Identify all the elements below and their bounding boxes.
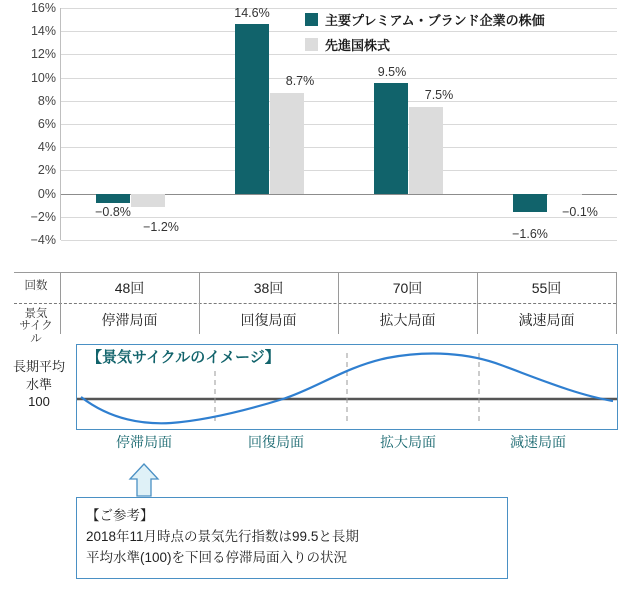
bar-value-label: 14.6% bbox=[234, 6, 270, 20]
bar-secondary[interactable] bbox=[548, 194, 582, 195]
y-tick-label: −4% bbox=[30, 233, 56, 247]
bar-primary[interactable] bbox=[513, 194, 547, 213]
callout-box bbox=[76, 497, 508, 579]
bar-value-label: 9.5% bbox=[377, 65, 407, 79]
bar-secondary[interactable] bbox=[270, 93, 304, 194]
cycle-phase-label: 拡大局面 bbox=[380, 434, 436, 450]
row-label-cycle-1: 景気 bbox=[24, 308, 48, 320]
y-tick-label: 16% bbox=[30, 1, 56, 15]
cycle-phase-label: 回復局面 bbox=[248, 434, 304, 450]
legend-label: 主要プレミアム・ブランド企業の株価 bbox=[325, 13, 545, 28]
legend-swatch-icon bbox=[305, 38, 318, 51]
bar-value-label: −1.6% bbox=[512, 227, 548, 241]
table-mid-divider bbox=[14, 303, 616, 304]
legend-item-primary[interactable] bbox=[305, 10, 545, 29]
legend-swatch-icon bbox=[305, 13, 318, 26]
y-axis bbox=[14, 1, 56, 247]
bar-primary[interactable] bbox=[96, 194, 130, 203]
bar-value-label: 8.7% bbox=[285, 74, 315, 88]
y-tick-label: 14% bbox=[30, 24, 56, 39]
row-label-cycle-2: サイクル bbox=[19, 320, 53, 346]
phase-cell: 減速局面 bbox=[518, 312, 575, 328]
count-cell: 48回 bbox=[114, 280, 145, 296]
bar-chart bbox=[0, 0, 640, 275]
cycle-left-label-line1: 長期平均 bbox=[12, 359, 65, 374]
y-tick-label: 8% bbox=[37, 93, 56, 108]
cycle-panel-title: 【景気サイクルのイメージ】 bbox=[84, 346, 283, 367]
bar-value-label: −1.2% bbox=[143, 220, 179, 234]
legend-label: 先進国株式 bbox=[325, 38, 391, 53]
y-tick-label: 0% bbox=[37, 186, 56, 201]
bar-group bbox=[61, 8, 200, 240]
row-label-count: 回数 bbox=[24, 280, 48, 292]
y-tick-label: 12% bbox=[30, 47, 56, 62]
legend-item-secondary[interactable] bbox=[305, 35, 545, 54]
phase-cell: 拡大局面 bbox=[379, 312, 436, 328]
table-top-border bbox=[14, 272, 616, 273]
cycle-left-label-line3: 100 bbox=[28, 394, 50, 410]
cycle-left-axis-label bbox=[6, 358, 72, 411]
bar-value-label: −0.8% bbox=[95, 205, 131, 219]
cycle-left-label-line2: 水準 bbox=[25, 376, 52, 392]
bar-secondary[interactable] bbox=[409, 107, 443, 194]
count-cell: 38回 bbox=[253, 280, 284, 296]
callout-line-1: 【ご参考】 bbox=[86, 508, 154, 523]
legend bbox=[305, 10, 545, 60]
callout-line-2: 2018年11月時点の景気先行指数は99.5と長期 bbox=[86, 528, 359, 544]
callout-line-3: 平均水準(100)を下回る停滞局面入りの状況 bbox=[86, 549, 348, 565]
phase-cell: 回復局面 bbox=[240, 312, 297, 328]
bar-primary[interactable] bbox=[374, 83, 408, 193]
y-tick-label: 6% bbox=[37, 117, 56, 131]
count-cell: 70回 bbox=[392, 280, 423, 296]
cycle-phase-label: 停滞局面 bbox=[116, 434, 172, 450]
bar-value-label: 7.5% bbox=[424, 88, 454, 102]
y-tick-label: 10% bbox=[30, 70, 56, 85]
y-tick-label: 4% bbox=[37, 140, 56, 155]
callout-arrow-icon bbox=[126, 462, 162, 498]
y-tick-label: 2% bbox=[37, 163, 56, 178]
y-tick-label: −2% bbox=[30, 209, 56, 224]
count-cell: 55回 bbox=[531, 280, 562, 296]
bar-primary[interactable] bbox=[235, 24, 269, 193]
bar-value-label: −0.1% bbox=[562, 205, 598, 219]
table-vline bbox=[616, 272, 617, 334]
cycle-phase-label: 減速局面 bbox=[510, 434, 566, 450]
category-table bbox=[14, 272, 616, 346]
phase-cell: 停滞局面 bbox=[101, 312, 158, 328]
